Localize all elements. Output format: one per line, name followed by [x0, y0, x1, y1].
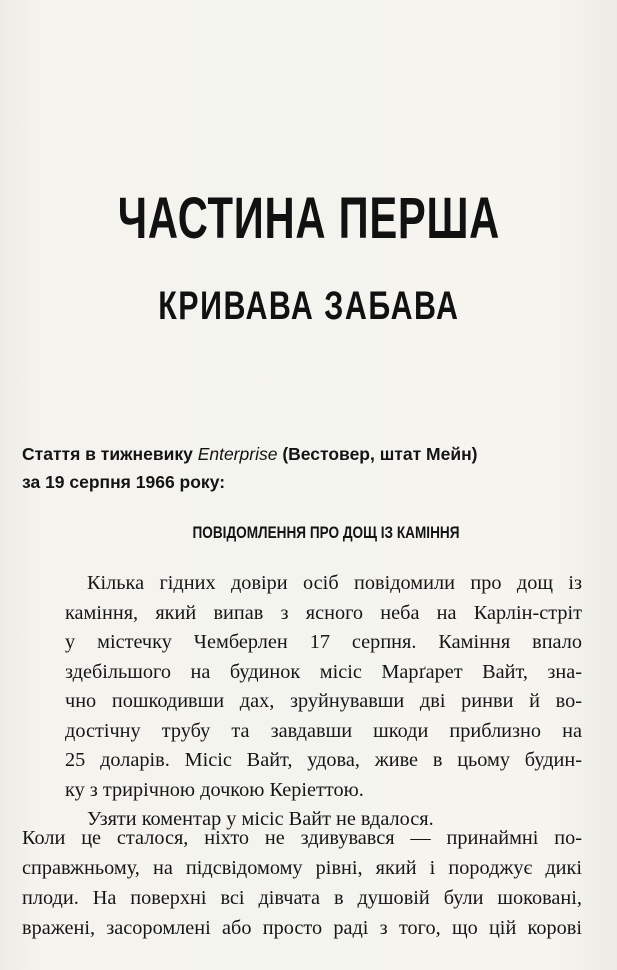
article-paragraph-2: Узяти коментар у місіс Вайт не вдалося. [87, 808, 434, 830]
article-intro [22, 440, 582, 496]
intro-suffix: (Вестовер, штат Мейн) [277, 444, 478, 464]
article-line: 25 доларів. Місіс Вайт, удова, живе в цьому будин- [65, 749, 582, 771]
part-title: ЧАСТИНА ПЕРША [117, 186, 501, 251]
article-line: ку з трирічною дочкою Керіеттою. [65, 778, 364, 801]
intro-prefix: Стаття в тижневику [22, 444, 198, 464]
article-paragraph-1 [65, 569, 582, 805]
main-line: Коли це сталося, ніхто не здивувався — принаймні по- [22, 827, 582, 849]
article-headline: ПОВІДОМЛЕННЯ ПРО ДОЩ ІЗ КАМІННЯ [192, 523, 460, 542]
article-body [65, 569, 582, 835]
main-line: вражені, засоромлені або просто раді з того, що цій корові [22, 917, 582, 939]
main-text [22, 823, 582, 943]
article-line: каміння, який випав з ясного неба на Карлін-стріт [65, 601, 582, 624]
publication-name: Enterprise [197, 444, 278, 464]
part-subtitle: КРИВАВА ЗАБАВА [158, 284, 460, 328]
article-line: чно пошкодивши дах, зруйнувавши дві ринви й во- [65, 690, 582, 712]
article-line: здебільшого на будинок місіс Марґарет Вайт, зна- [65, 660, 582, 683]
main-line: справжньому, на підсвідомому рівні, який і породжує дикі [22, 857, 582, 879]
article-line: достічну трубу та завдавши шкоди приблизно на [65, 719, 582, 742]
main-line: плоди. На поверхні всі дівчата в душовій були шоковані, [22, 887, 582, 909]
article-line: Кілька гідних довіри осіб повідомили про дощ із [87, 572, 582, 594]
intro-line-2: за 19 серпня 1966 року: [22, 472, 226, 492]
article-line: у містечку Чемберлен 17 серпня. Каміння впало [65, 631, 582, 653]
intro-line-1 [22, 440, 582, 468]
main-paragraph [22, 823, 582, 943]
